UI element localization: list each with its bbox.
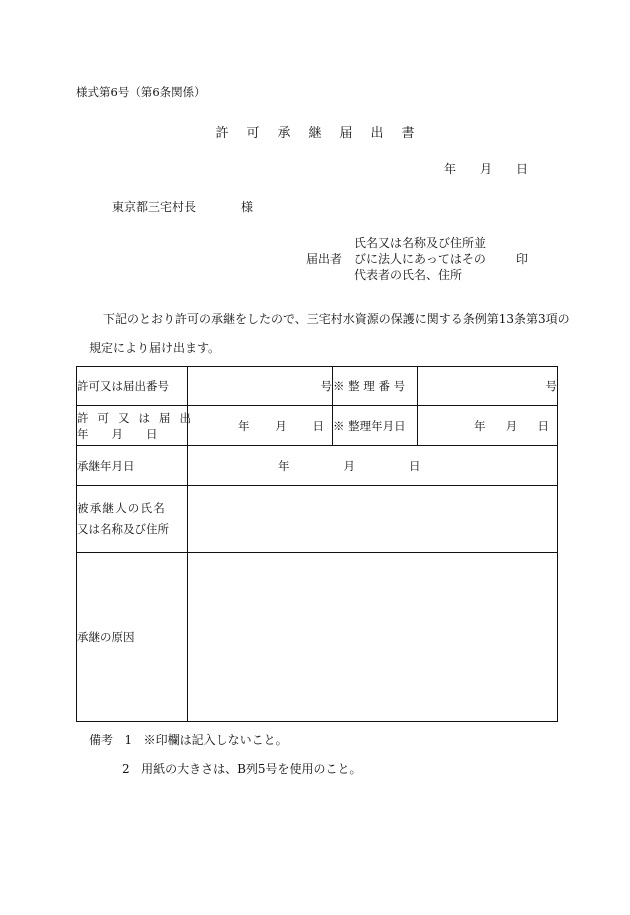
note-1 <box>89 731 288 748</box>
note-2-number: 2 <box>122 762 130 776</box>
ref-date-label: ※ 整理年月日 <box>333 406 418 446</box>
notes-heading: 備考 <box>89 733 114 747</box>
succession-date-month: 月 <box>343 458 355 473</box>
note-1-number: 1 <box>124 733 133 747</box>
permit-number-field[interactable] <box>188 367 333 406</box>
permit-date-year: 年 <box>238 418 250 433</box>
permit-date-label-line2: 年 月 日 <box>77 426 158 441</box>
form-table <box>76 366 558 722</box>
predecessor-label-line2: 又は名称及び住所 <box>77 522 169 536</box>
body-text-line2: 規定により届け出ます。 <box>89 341 221 355</box>
table-row <box>77 406 558 446</box>
succession-date-day: 日 <box>409 458 421 473</box>
succession-date-year: 年 <box>278 458 290 473</box>
applicant-line: 氏名又は名称及び住所並 <box>354 236 487 250</box>
form-number-label: 様式第6号（第6条関係） <box>76 85 206 99</box>
date-day: 日 <box>516 162 529 176</box>
addressee-honorific: 様 <box>241 200 254 214</box>
predecessor-field[interactable] <box>188 486 558 553</box>
note-1-text: ※印欄は記入しないこと。 <box>143 733 288 747</box>
succession-reason-label: 承継の原因 <box>77 553 188 722</box>
ref-number-field[interactable] <box>418 367 558 406</box>
permit-date-field[interactable] <box>188 406 333 446</box>
addressee: 東京都三宅村長 <box>112 200 197 214</box>
table-row <box>77 553 558 722</box>
permit-date-day: 日 <box>312 418 324 433</box>
note-2 <box>122 760 362 777</box>
document-title <box>0 122 630 141</box>
ref-number-label: ※ 整 理 番 号 <box>333 367 418 406</box>
title-char: 承 <box>277 126 291 141</box>
succession-reason-field[interactable] <box>188 553 558 722</box>
title-char: 継 <box>308 126 322 141</box>
date-month: 月 <box>480 162 493 176</box>
seal-mark: 印 <box>516 252 529 266</box>
table-row <box>77 367 558 406</box>
ref-number-unit: 号 <box>545 379 557 393</box>
note-2-text: 用紙の大きさは、B列5号を使用のこと。 <box>141 762 362 776</box>
ref-date-field[interactable] <box>418 406 558 446</box>
table-row <box>77 486 558 553</box>
title-char: 可 <box>246 126 260 141</box>
permit-number-label: 許可又は届出番号 <box>77 367 188 406</box>
permit-date-month: 月 <box>275 418 287 433</box>
permit-date-label-line1: 許可又は届出 <box>77 410 200 425</box>
date-year: 年 <box>444 162 457 176</box>
applicant-label: 届出者 <box>306 252 343 266</box>
title-char: 許 <box>215 126 229 141</box>
title-char: 届 <box>339 126 353 141</box>
applicant-instructions <box>354 235 486 283</box>
ref-date-day: 日 <box>537 418 549 433</box>
succession-date-units <box>188 458 557 474</box>
table-row <box>77 446 558 486</box>
title-char: 書 <box>401 126 415 141</box>
permit-date-units <box>188 418 332 434</box>
body-text-line1: 下記のとおり許可の承継をしたので、三宅村水資源の保護に関する条例第13条第3項の <box>103 312 570 326</box>
predecessor-label <box>77 486 188 553</box>
permit-number-unit: 号 <box>320 379 332 393</box>
succession-date-label: 承継年月日 <box>77 446 188 486</box>
predecessor-label-line1: 被承継人の氏名 <box>77 501 166 515</box>
succession-date-field[interactable] <box>188 446 558 486</box>
title-char: 出 <box>370 126 384 141</box>
applicant-line: 代表者の氏名、住所 <box>354 268 463 282</box>
ref-date-month: 月 <box>505 418 518 433</box>
applicant-line: びに法人にあってはその <box>354 252 486 266</box>
ref-date-year: 年 <box>474 418 486 433</box>
ref-date-units <box>418 418 557 434</box>
permit-date-label <box>77 406 200 446</box>
